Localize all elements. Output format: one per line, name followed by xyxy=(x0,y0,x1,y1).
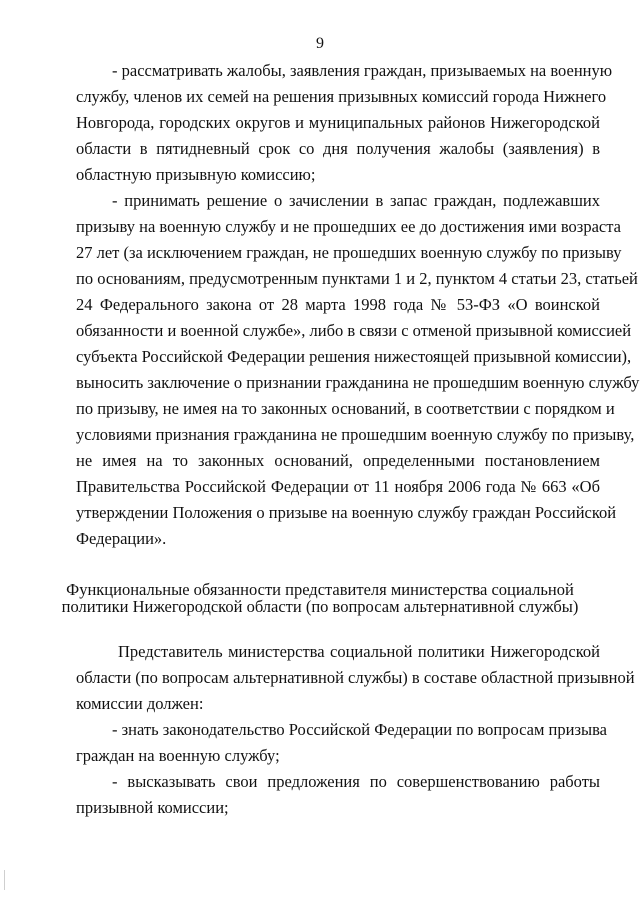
text-line: областную призывную комиссию; xyxy=(76,165,316,184)
text-line: Новгорода, городских округов и муниципальных районов Нижегородской xyxy=(76,113,600,132)
text-line: выносить заключение о признании гражданина не прошедшим военную службу xyxy=(76,373,640,392)
page-number: 9 xyxy=(316,35,324,52)
text-line: 27 лет (за исключением граждан, не прошедших военную службу по призыву xyxy=(76,243,622,262)
text-line: области в пятидневный срок со дня получения жалобы (заявления) в xyxy=(76,139,600,158)
text-line: - высказывать свои предложения по совершенствованию работы xyxy=(112,772,600,791)
text-line: обязанности и военной службе», либо в связи с отменой призывной комиссией xyxy=(76,321,632,340)
text-line: призывной комиссии; xyxy=(76,798,229,817)
text-line: по призыву, не имея на то законных оснований, в соответствии с порядком и xyxy=(76,399,615,418)
text-line: по основаниям, предусмотренным пунктами 1 и 2, пунктом 4 статьи 23, статьей xyxy=(76,269,638,288)
text-line: - рассматривать жалобы, заявления граждан, призываемых на военную xyxy=(112,61,613,80)
text-line: не имея на то законных оснований, определенными постановлением xyxy=(76,451,600,470)
text-line: Федерации». xyxy=(76,529,167,548)
text-line: 24 Федерального закона от 28 марта 1998 года № 53-ФЗ «О воинской xyxy=(76,295,600,314)
text-line: комиссии должен: xyxy=(76,694,204,713)
text-line: призыву на военную службу и не прошедших ее до достижения ими возраста xyxy=(76,217,621,236)
text-line: субъекта Российской Федерации решения нижестоящей призывной комиссии), xyxy=(76,347,632,366)
text-line: утверждении Положения о призыве на военную службу граждан Российской xyxy=(76,503,617,522)
text-line: - знать законодательство Российской Федерации по вопросам призыва xyxy=(112,720,607,739)
text-line: Представитель министерства социальной политики Нижегородской xyxy=(118,642,600,661)
text-line: области (по вопросам альтернативной службы) в составе областной призывной xyxy=(76,668,635,687)
text-line: Правительства Российской Федерации от 11 ноября 2006 года № 663 «Об xyxy=(76,477,600,496)
text-line: условиями признания гражданина не прошедшим военную службу по призыву, xyxy=(76,425,635,444)
section-heading-line: политики Нижегородской области (по вопросам альтернативной службы) xyxy=(61,597,579,616)
text-line: службу, членов их семей на решения призывных комиссий города Нижнего xyxy=(76,87,607,106)
scan-edge-mark xyxy=(4,870,5,890)
text-line: граждан на военную службу; xyxy=(76,746,280,765)
text-line: - принимать решение о зачислении в запас граждан, подлежавших xyxy=(112,191,600,210)
section-heading-line: Функциональные обязанности представителя министерства социальной xyxy=(66,580,574,599)
